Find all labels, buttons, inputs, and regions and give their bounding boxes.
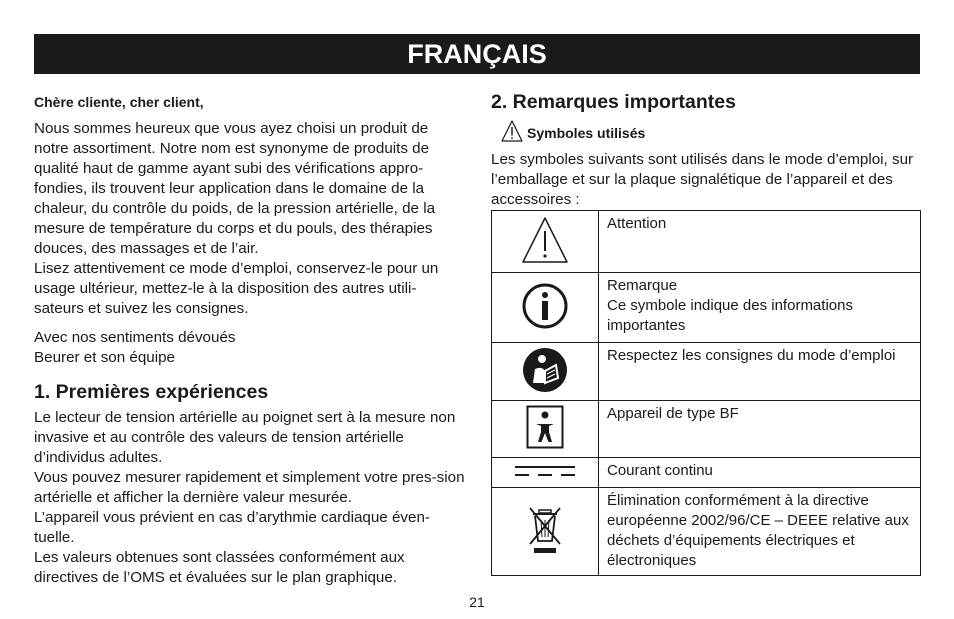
symbols-heading bbox=[501, 120, 921, 142]
symbol-description: Remarque Ce symbole indique des informations importantes bbox=[599, 273, 921, 343]
symbol-description: Élimination conformément à la directive européenne 2002/96/CE – DEEE relative aux déchets d’équipements électriques et électroniques bbox=[599, 488, 921, 576]
section-1-paragraph-2: Vous pouvez mesurer rapidement et simplement votre pres-sion artérielle et afficher la dernière valeur mesurée. bbox=[34, 469, 465, 506]
section-1-heading: 1. Premières expériences bbox=[34, 381, 269, 403]
table-row bbox=[492, 343, 921, 401]
symbol-description: Respectez les consignes du mode d’emploi bbox=[599, 343, 921, 401]
symbols-intro: Les symboles suivants sont utilisés dans le mode d’emploi, sur l’emballage et sur la plaque signalétique de l’appareil et des accessoires : bbox=[491, 151, 914, 208]
symbol-description: Appareil de type BF bbox=[599, 401, 921, 458]
read-manual-icon bbox=[522, 347, 568, 393]
table-row bbox=[492, 488, 921, 576]
symbol-description: Courant continu bbox=[599, 458, 921, 488]
table-row bbox=[492, 401, 921, 458]
weee-bin-icon bbox=[528, 506, 562, 554]
section-1-paragraph-3: L’appareil vous prévient en cas d’arythmie cardiaque éven-tuelle. bbox=[34, 509, 430, 546]
table-row bbox=[492, 273, 921, 343]
right-column bbox=[491, 90, 921, 576]
warning-triangle-icon bbox=[501, 120, 523, 142]
section-1-paragraph-4: Les valeurs obtenues sont classées conformément aux directives de l’OMS et évaluées sur le plan graphique. bbox=[34, 549, 405, 586]
symbol-description: Attention bbox=[599, 211, 921, 273]
page-number: 21 bbox=[469, 594, 485, 610]
left-column bbox=[34, 93, 466, 588]
page-title: FRANÇAIS bbox=[34, 34, 920, 74]
symbols-table bbox=[491, 210, 921, 576]
symbols-label: Symboles utilisés bbox=[527, 125, 646, 141]
closing-line-2: Beurer et son équipe bbox=[34, 349, 176, 366]
info-icon bbox=[521, 282, 569, 330]
warning-triangle-icon bbox=[520, 215, 570, 265]
read-instructions-paragraph: Lisez attentivement ce mode d’emploi, conservez-le pour un usage ultérieur, mettez-le à la disposition des autres utili-sateurs et suivez les consignes. bbox=[34, 260, 439, 317]
direct-current-icon bbox=[513, 463, 577, 479]
intro-paragraph: Nous sommes heureux que vous ayez choisi un produit de notre assortiment. Notre nom est synonyme de produits de qualité haut de gamme ayant subi des vérifications appro-fondies, ils trouvent leur application dans le domaine de la chaleur, du contrôle du poids, de la pression artérielle, de la mesure de température du corps et du pouls, des thérapies douces, des massages et de l’air. bbox=[34, 120, 436, 257]
table-row bbox=[492, 211, 921, 273]
section-2-heading: 2. Remarques importantes bbox=[491, 91, 736, 113]
table-row bbox=[492, 458, 921, 488]
salutation: Chère cliente, cher client, bbox=[34, 94, 204, 110]
section-1-paragraph-1: Le lecteur de tension artérielle au poignet sert à la mesure non invasive et au contrôle des valeurs de tension artérielle d’individus adultes. bbox=[34, 409, 456, 466]
type-bf-icon bbox=[526, 405, 564, 449]
closing-line-1: Avec nos sentiments dévoués bbox=[34, 329, 236, 346]
